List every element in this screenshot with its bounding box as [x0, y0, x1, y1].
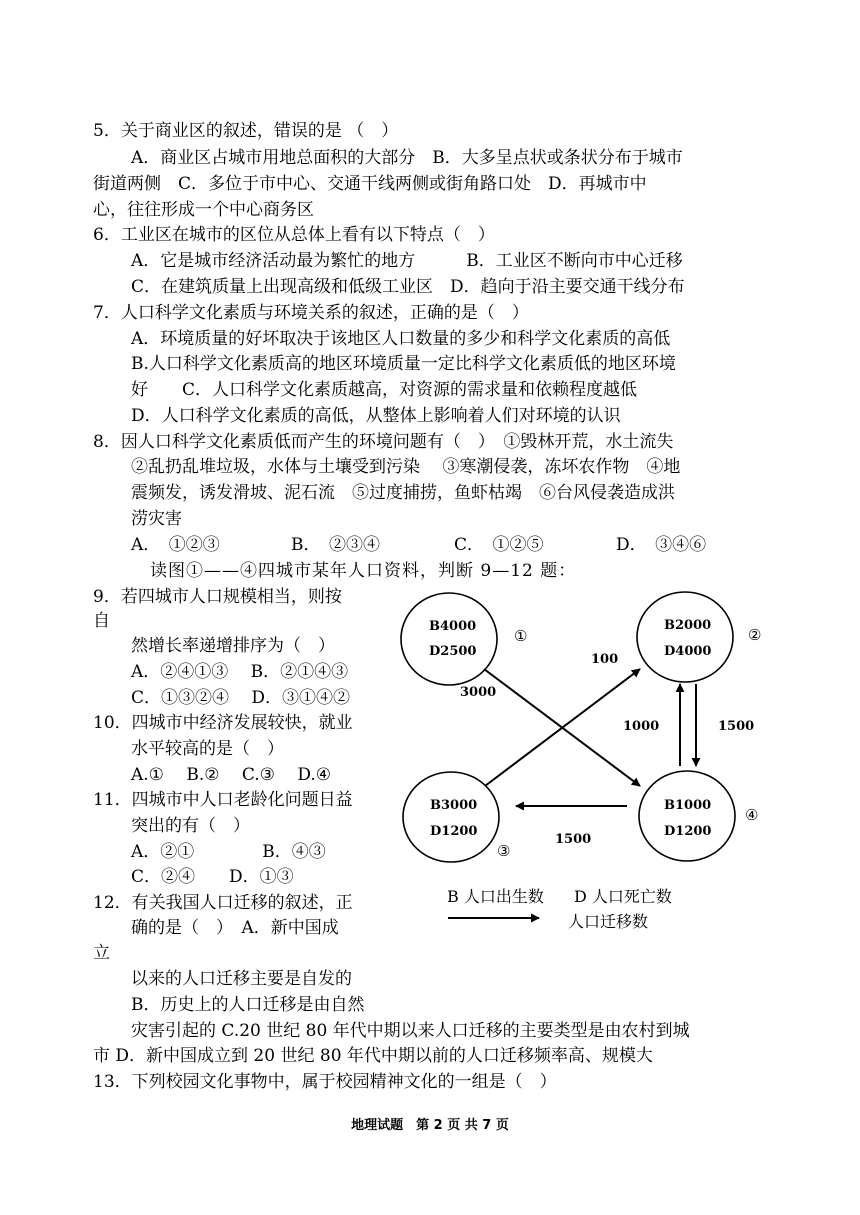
q12-line-6: 灾害引起的 C.20 世纪 80 年代中期以来人口迁移的主要类型是由农村到城 — [131, 1021, 690, 1041]
q11-stem-2: 突出的有（ ） — [131, 816, 250, 836]
q11-options-2: C．②④ D．①③ — [131, 867, 294, 887]
city-3-deaths: D1200 — [430, 824, 478, 839]
q5-line-3: 心，往往形成一个中心商务区 — [93, 200, 314, 220]
q11-options-1: A．②① B．④③ — [131, 842, 326, 862]
city-3-mark: ③ — [497, 842, 511, 860]
q8-line-1: ②乱扔乱堆垃圾，水体与土壤受到污染 ③寒潮侵袭，冻坏农作物 ④地 — [131, 457, 681, 477]
city-2-circle — [637, 592, 733, 682]
q11-stem-1: 11．四城市中人口老龄化问题日益 — [93, 790, 353, 810]
q12-stem-1: 12．有关我国人口迁移的叙述，正 — [93, 893, 353, 913]
flow-value-1-to-4: 3000 — [460, 685, 497, 700]
q5-line-1: A．商业区占城市用地总面积的大部分 B．大多呈点状或条状分布于城市 — [131, 148, 683, 168]
flow-value-2-to-4: 1500 — [718, 719, 755, 734]
flow-value-3-to-2: 100 — [591, 652, 619, 667]
city-3-births: B3000 — [430, 798, 478, 813]
q5-stem: 5．关于商业区的叙述，错误的是 （ ） — [93, 121, 399, 141]
city-4-deaths: D1200 — [664, 824, 712, 839]
q12-line-4: 以来的人口迁移主要是自发的 — [131, 969, 352, 989]
page-footer: 地理试题 第 2 页 共 7 页 — [351, 1118, 509, 1133]
city-1-deaths: D2500 — [429, 644, 477, 659]
q8-option-b: B． ②③④ — [291, 535, 380, 555]
q9-stem-1: 9．若四城市人口规模相当，则按 — [93, 587, 342, 607]
legend-deaths: D 人口死亡数 — [574, 887, 672, 906]
q10-options: A.① B.② C.③ D.④ — [131, 765, 331, 785]
city-4-births: B1000 — [664, 798, 712, 813]
flow-value-4-to-3: 1500 — [555, 832, 592, 847]
q9-options-1: A．②④①③ B．②①④③ — [131, 662, 349, 682]
q8-option-a: A． ①②③ — [131, 535, 220, 555]
q9-stem-2: 自 — [93, 611, 110, 631]
q8-line-2: 震频发，诱发滑坡、泥石流 ⑤过度捕捞，鱼虾枯竭 ⑥台风侵袭造成洪 — [131, 483, 675, 503]
q8-option-c: C． ①②⑤ — [454, 535, 544, 555]
q6-line-2: C．在建筑质量上出现高级和低级工业区 D．趋向于沿主要交通干线分布 — [131, 277, 685, 297]
q7-line-4: D．人口科学文化素质的高低，从整体上影响着人们对环境的认识 — [131, 406, 621, 426]
city-1-mark: ① — [514, 627, 528, 645]
q12-line-7: 市 D．新中国成立到 20 世纪 80 年代中期以前的人口迁移频率高、规模大 — [93, 1046, 653, 1066]
q7-line-2: B.人口科学文化素质高的地区环境质量一定比科学文化素质低的地区环境 — [131, 354, 676, 374]
q7-stem: 7．人口科学文化素质与环境关系的叙述，正确的是（ ） — [93, 303, 529, 323]
q6-stem: 6．工业区在城市的区位从总体上看有以下特点（ ） — [93, 225, 495, 245]
legend-migration: 人口迁移数 — [568, 912, 649, 931]
q13-stem: 13．下列校园文化事物中，属于校园精神文化的一组是（ ） — [93, 1072, 557, 1092]
q8-option-d: D． ③④⑥ — [616, 535, 707, 555]
q8-line-3: 涝灾害 — [131, 509, 182, 529]
q7-line-1: A．环境质量的好坏取决于该地区人口数量的多少和科学文化素质的高低 — [131, 329, 671, 349]
city-4-circle — [639, 771, 735, 861]
city-2-deaths: D4000 — [664, 644, 712, 659]
flow-value-4-to-2: 1000 — [623, 719, 660, 734]
q9-options-2: C．①③②④ D．③①④② — [131, 688, 351, 708]
city-1-circle — [401, 593, 497, 685]
q8-stem: 8．因人口科学文化素质低而产生的环境问题有（ ） ①毁林开荒，水土流失 — [93, 432, 674, 452]
q10-stem-2: 水平较高的是（ ） — [131, 739, 284, 759]
city-4-mark: ④ — [745, 806, 759, 824]
legend-births: B 人口出生数 — [447, 887, 544, 906]
q12-stem-3: 立 — [93, 943, 110, 963]
q9-stem-3: 然增长率递增排序为（ ） — [131, 636, 335, 656]
diagram-intro: 读图①——④四城市某年人口资料，判断 9—12 题： — [150, 561, 577, 581]
city-2-mark: ② — [748, 626, 762, 644]
q10-stem-1: 10．四城市中经济发展较快，就业 — [93, 713, 353, 733]
city-3-circle — [403, 772, 499, 862]
city-1-births: B4000 — [429, 619, 477, 634]
q5-line-2: 街道两侧 C．多位于市中心、交通干线两侧或街角路口处 D．再城市中 — [93, 174, 647, 194]
q12-stem-2: 确的是（ ） A．新中国成 — [131, 918, 339, 938]
city-2-births: B2000 — [664, 618, 712, 633]
q7-line-3: 好 C．人口科学文化素质越高，对资源的需求量和依赖程度越低 — [131, 380, 638, 400]
q6-line-1: A．它是城市经济活动最为繁忙的地方 B．工业区不断向市中心迁移 — [131, 251, 683, 271]
q12-line-5: B．历史上的人口迁移是由自然 — [131, 995, 365, 1015]
